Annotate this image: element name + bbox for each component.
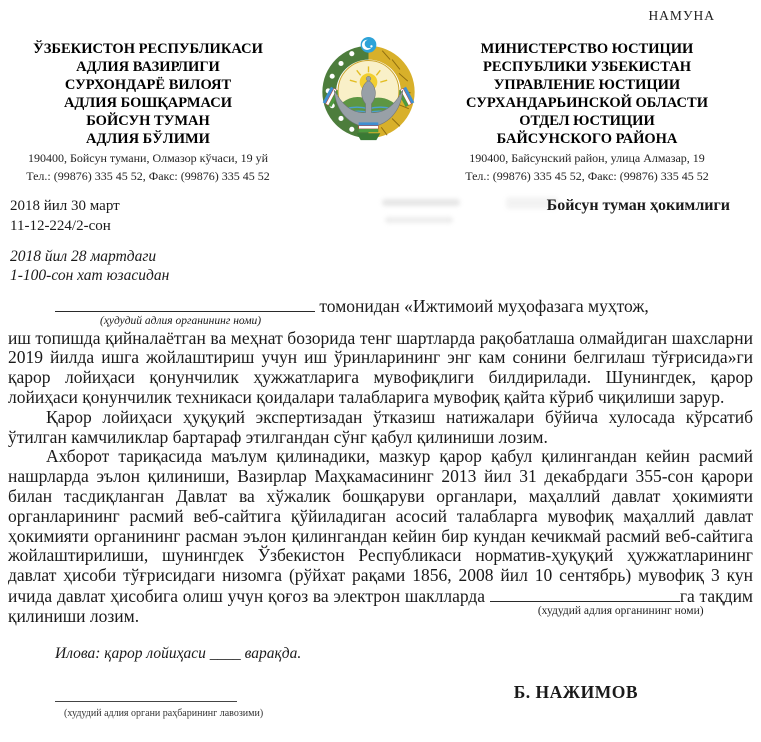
blank-caption: (худудий адлия органининг номи) [537,605,704,618]
attachment-note: Илова: қарор лойиҳаси ____ варақда. [55,644,302,662]
signature-line [55,701,237,702]
org-address: 190400, Байсунский район, улица Алмазар, 19 [469,151,705,165]
org-phone: Тел.: (99876) 335 45 52, Факс: (99876) 335 45 52 [465,168,709,183]
org-name-line: АДЛИЯ БЎЛИМИ [86,131,210,147]
paragraph-2: Қарор лойиҳаси ҳуқуқий экспертизадан ўтказиш натижалари бўйича хулосада кўрсатиб ўтилган камчиликлар бартараф этилгандан сўнг қабул қилиниши лозим. [8,406,753,447]
org-name-line: АДЛИЯ БОШҚАРМАСИ [63,95,233,111]
recipient-org: Бойсун туман ҳокимлиги [546,197,730,214]
org-name-line: СУРХАНДАРЬИНСКОЙ ОБЛАСТИ [466,95,708,111]
org-name-line: УПРАВЛЕНИЕ ЮСТИЦИИ [493,77,681,93]
reference-date: 2018 йил 28 мартдаги [10,248,157,265]
reference-number: 1-100-сон хат юзасидан [10,267,170,284]
scan-artifact [382,199,460,206]
signatory-name: Б. НАЖИМОВ [513,682,638,703]
letterhead-right [437,40,737,183]
org-name-line: ЎЗБЕКИСТОН РЕСПУБЛИКАСИ [33,41,263,57]
signature-row [8,675,753,735]
org-name-line: БАЙСУНСКОГО РАЙОНА [496,131,678,147]
sample-stamp-label: НАМУНА [648,8,715,23]
blank-caption: (ҳудудий адлия органининг номи) [100,314,262,327]
fill-in-blank-line [55,296,315,312]
org-name-line: МИНИСТЕРСТВО ЮСТИЦИИ [480,41,694,57]
fill-in-blank-line [490,586,704,618]
paragraph-3-tail: га тақдим қилиниши лозим. [8,585,754,626]
org-phone: Тел.: (99876) 335 45 52, Факс: (99876) 335 45 52 [26,168,270,183]
letterhead-left [6,40,290,183]
letter-body [8,296,753,735]
org-address: 190400, Бойсун тумани, Олмазор кўчаси, 19 уй [27,151,269,165]
paragraph-1: иш топишда қийналаётган ва меҳнат бозорида тенг шартларда рақобатлаша олмайдиган шахсларни 2019 йилда ишга жойлаштириш учун иш ўринларининг энг кам сонини белгилаш тўғрисида»ги қарор лойиҳаси қонунчилик ҳужжатларига мувофиқлиги билдирилади. Шунингдек, қарор лойиҳаси қонунчилик техникаси қоидалари талабларига мувофиқ қайта кўриб чиқилиши зарур. [8,327,753,408]
org-name-line: АДЛИЯ ВАЗИРЛИГИ [76,59,220,75]
org-name-line: ОТДЕЛ ЮСТИЦИИ [519,113,655,129]
signature-caption: (худудий адлия органи раҳбарининг лавозими) [64,708,264,720]
org-name-line: БОЙСУН ТУМАН [86,113,210,129]
org-name-line: СУРХОНДАРЁ ВИЛОЯТ [64,77,232,93]
intro-text: томонидан «Ижтимоий муҳофазага муҳтож, [319,295,649,316]
scan-artifact [385,217,453,223]
letter-number: 11-12-224/2-сон [10,218,111,234]
letter-date-number [10,196,120,236]
paragraph-3-text: Ахборот тариқасида маълум қилинадики, мазкур қарор қабул қилингандан кейин расмий нашрларда эълон қилиниши, Вазирлар Маҳкамасининг 2013 йил 31 декабрдаги 355-сон қарори билан тасдиқланган Давлат ва хўжалик бошқаруви органлари, маҳаллий давлат ҳокимияти органларининг расмий веб-сайтига қўйиладиган асосий талабларга мувофиқ маҳаллий давлат ҳокимияти органининг расман эълон қилингандан кейин бир кундан кечикмай расмий веб-сайтига жойлаштирилиши, шунингдек Ўзбекистон Республикаси норматив-ҳуқуқий ҳужжатларининг давлат ҳисоби тўғрисидаги низомга (рўйхат рақами 1856, 2008 йил 10 сентябрь) мувофиқ 3 кун ичида давлат ҳисобига олиш учун қоғоз ва электрон шаклларда [8,446,753,606]
uzbekistan-coat-of-arms-icon [319,36,418,144]
letter-date: 2018 йил 30 март [10,198,120,214]
paragraph-3 [8,447,753,626]
org-name-line: РЕСПУБЛИКИ УЗБЕКИСТАН [483,59,691,75]
reference-block [10,247,169,285]
